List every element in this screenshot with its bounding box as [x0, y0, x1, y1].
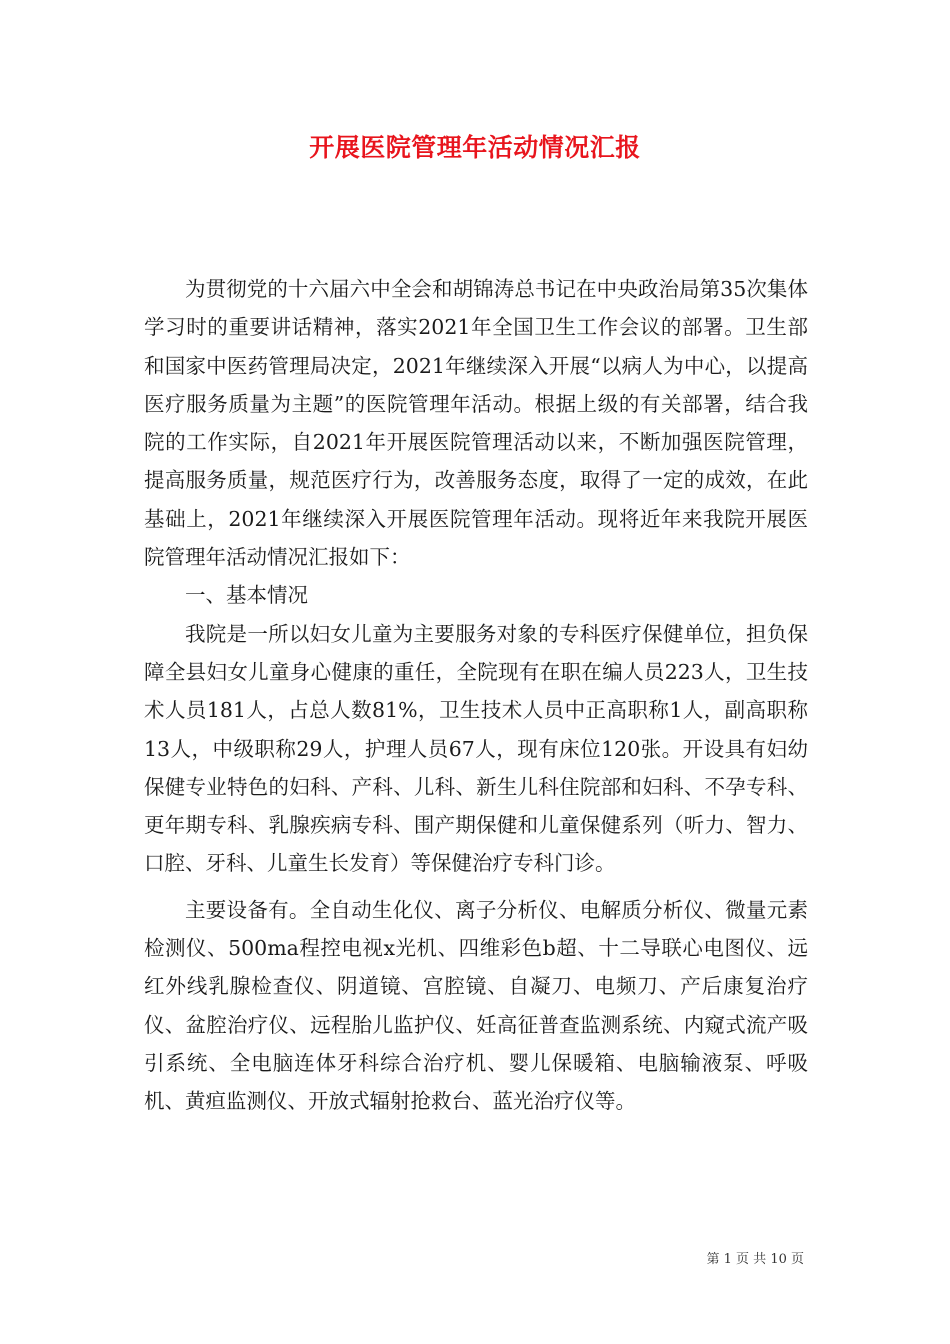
document-title: 开展医院管理年活动情况汇报	[309, 133, 641, 162]
paragraph-main-equipment: 主要设备有。全自动生化仪、离子分析仪、电解质分析仪、微量元素检测仪、500ma程控电视x光机、四维彩色b超、十二导联心电图仪、远红外线乳腺检查仪、阴道镜、宫腔镜、自凝刀、电频刀、产后康复治疗仪、盆腔治疗仪、远程胎儿监护仪、妊高征普查监测系统、内窥式流产吸引系统、全电脑连体牙科综合治疗机、婴儿保暖箱、电脑输液泵、呼吸机、黄疸监测仪、开放式辐射抢救台、蓝光治疗仪等。	[144, 897, 808, 1114]
section-heading-basic-situation: 一、基本情况	[185, 583, 308, 608]
paragraph-intro: 为贯彻党的十六届六中全会和胡锦涛总书记在中央政治局第35次集体学习时的重要讲话精神，落实2021年全国卫生工作会议的部署。卫生部和国家中医药管理局决定，2021年继续深入开展“以病人为中心，以提高医疗服务质量为主题”的医院管理年活动。根据上级的有关部署，结合我院的工作实际，自2021年开展医院管理活动以来，不断加强医院管理，提高服务质量，规范医疗行为，改善服务态度，取得了一定的成效，在此基础上，2021年继续深入开展医院管理年活动。现将近年来我院开展医院管理年活动情况汇报如下：	[144, 277, 808, 570]
page-number: 第 1 页 共 10 页	[706, 1252, 804, 1267]
paragraph-hospital-overview: 我院是一所以妇女儿童为主要服务对象的专科医疗保健单位，担负保障全县妇女儿童身心健康的重任，全院现有在职在编人员223人，卫生技术人员181人，占总人数81%，卫生技术人员中正高职称1人，副高职称13人，中级职称29人，护理人员67人，现有床位120张。开设具有妇幼保健专业特色的妇科、产科、儿科、新生儿科住院部和妇科、不孕专科、更年期专科、乳腺疾病专科、围产期保健和儿童保健系列（听力、智力、口腔、牙科、儿童生长发育）等保健治疗专科门诊。	[144, 621, 808, 876]
document-body	[144, 270, 808, 1121]
